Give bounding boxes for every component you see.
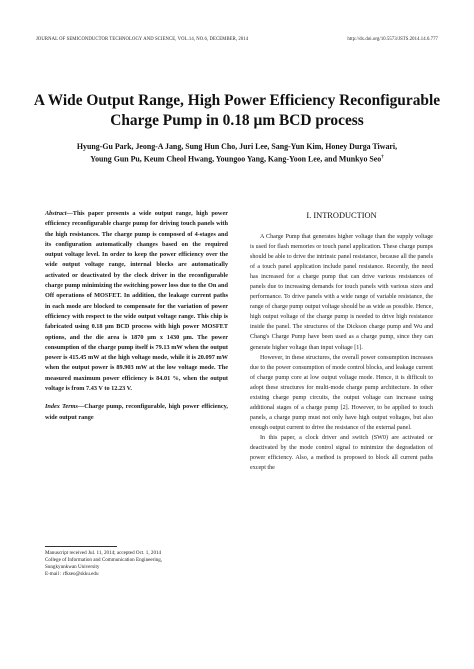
corresponding-author-mark: †: [381, 155, 384, 160]
index-terms-label: Index Terms: [45, 403, 78, 411]
author-list: [20, 141, 454, 165]
index-terms-dash: —: [77, 403, 85, 411]
doi-link[interactable]: http://dx.doi.org/10.5573/JSTS.2014.14.6.777: [347, 37, 438, 42]
paragraph: However, in these structures, the overall power consumption increases due to the power consumption of mode control blocks, and leakage current of charge pump core at low output voltage mode. Hence, it is difficult to adopt these structures for multi-mode charge pump architecture. In other existing charge pump circuits, the output voltage can increase using additional stages of a charge pump [2]. However, to be applied to touch panels, a charge pump must not only have high output voltages, but also enough output current to drive the resistance of the external panel.: [250, 354, 433, 431]
author-line-2: [20, 152, 454, 165]
paper-title: A Wide Output Range, High Power Efficiency Reconfigurable Charge Pump in 0.18 µm BCD process: [33, 92, 441, 129]
running-header: [36, 37, 438, 42]
abstract-dash: —: [66, 210, 73, 217]
section-heading-introduction: I. INTRODUCTION: [306, 211, 377, 220]
journal-name: JOURNAL OF SEMICONDUCTOR TECHNOLOGY AND SCIENCE, VOL.14, NO.6, DECEMBER, 2014: [36, 37, 249, 42]
footnote-divider: [45, 546, 117, 547]
abstract-label: Abstract: [45, 210, 67, 217]
footnote-line-1: Manuscript received Jul. 11, 2014; accepted Oct. 1, 2014: [45, 550, 162, 556]
author-line-1: Hyung-Gu Park, Jeong-A Jang, Sung Hun Cho, Juri Lee, Sang-Yun Kim, Honey Durga Tiwari,: [76, 142, 398, 151]
paragraph: A Charge Pump that generates higher voltage than the supply voltage is used for flash memories or touch panel application. These charge pumps should be able to drive the intrinsic panel resistance, because all the panels of a touch panel application include panel resistance. Recently, the need has increased for a charge pump that can drive various resistances of panels due to increasing demands for touch panels with various sizes and performance. To drive panels with a wide range of variable resistance, the range of charge pump output voltage should be as wide as possible. Hence, high output voltage of the charge pump is needed to drive high resistance inside the panel. The structures of the Dickson charge pump and Wu and Chang's Charge Pump have been used as a charge pump, since they can generate higher voltage than input voltage [1].: [250, 234, 433, 351]
introduction-body: [250, 232, 433, 473]
abstract: [45, 209, 228, 394]
footnote-line-3: Sungkyunkwan University: [45, 563, 100, 570]
author-line-2-text: Young Gun Pu, Keum Cheol Hwang, Youngoo Yang, Kang-Yoon Lee, and Munkyo Seo: [90, 154, 382, 164]
footnote: [45, 550, 228, 578]
left-column: [45, 209, 228, 423]
index-terms-text: Charge pump, reconfigurable, high power efficiency, wide output range: [45, 403, 228, 421]
abstract-text: This paper presents a wide output range, high power efficiency reconfigurable charge pump for driving touch panels with the high resistances. The charge pump is composed of 4-stages and its configuration automatically changes based on the required output voltage level. In order to keep the power efficiency over the wide output voltage range, internal blocks are automatically activated or deactivated by the clock driver in the reconfigurable charge pump minimizing the switching power loss due to the On and Off operations of MOSFET. In addition, the leakage current paths in each mode are blocked to compensate for the variation of power efficiency with respect to the wide output voltage range. This chip is fabricated using 0.18 µm BCD process with high power MOSFET options, and the die area is 1870 µm x 1430 µm. The power consumption of the charge pump itself is 79.13 mW when the output power is 415.45 mW at the high voltage mode, while it is 20.097 mW when the output power is 89.903 mW at the low voltage mode. The measured maximum power efficiency is 84.01 %, when the output voltage is from 7.43 V to 12.23 V.: [45, 210, 228, 393]
footnote-line-4: E-mail : rfkseo@skku.edu: [45, 570, 99, 577]
right-column: [250, 209, 433, 473]
paragraph: In this paper, a clock driver and switch (SW0) are activated or deactivated by the mode control signal to minimize the degradation of power efficiency. Also, a method is proposed to block all current paths except the: [250, 434, 433, 472]
index-terms: [45, 402, 228, 423]
footnote-line-2: College of Information and Communication Engineering,: [45, 556, 163, 563]
